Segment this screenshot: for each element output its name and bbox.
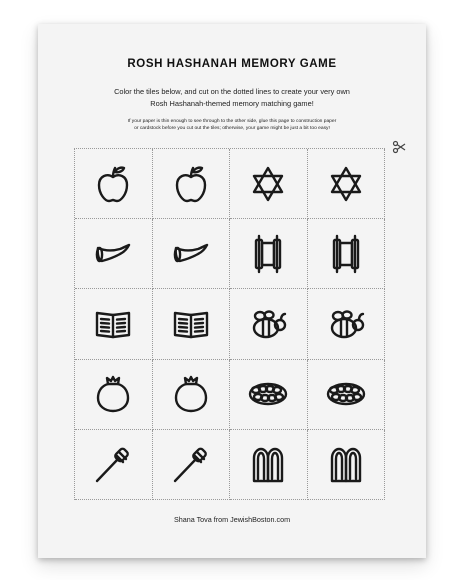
tile[interactable] xyxy=(308,360,386,430)
tile[interactable] xyxy=(230,430,308,500)
honey-dipper-icon xyxy=(171,444,211,484)
tile[interactable] xyxy=(230,289,308,359)
tablets-icon xyxy=(248,444,288,484)
memory-tile-grid xyxy=(74,148,385,500)
tile[interactable] xyxy=(308,289,386,359)
honey-dipper-icon xyxy=(93,444,133,484)
prayer-book-icon xyxy=(171,304,211,344)
tile[interactable] xyxy=(308,219,386,289)
star-of-david-icon xyxy=(326,164,366,204)
worksheet-page xyxy=(38,24,426,558)
shofar-icon xyxy=(93,234,133,274)
pomegranate-icon xyxy=(93,374,133,414)
tile[interactable] xyxy=(308,430,386,500)
challah-icon xyxy=(248,374,288,414)
intro-text xyxy=(78,86,386,110)
footer-credit: Shana Tova from JewishBoston.com xyxy=(173,515,291,524)
tile[interactable] xyxy=(308,149,386,219)
challah-icon xyxy=(326,374,366,414)
page-title: ROSH HASHANAH MEMORY GAME xyxy=(127,58,337,70)
pomegranate-icon xyxy=(171,374,211,414)
intro-line-1: Color the tiles below, and cut on the dotted lines to create your very own xyxy=(114,87,350,96)
tile[interactable] xyxy=(230,219,308,289)
tile[interactable] xyxy=(75,430,153,500)
bee-icon xyxy=(326,304,366,344)
tile[interactable] xyxy=(75,360,153,430)
prayer-book-icon xyxy=(93,304,133,344)
scissors-icon xyxy=(392,140,406,154)
tile[interactable] xyxy=(230,149,308,219)
tablets-icon xyxy=(326,444,366,484)
tile[interactable] xyxy=(153,219,231,289)
shofar-icon xyxy=(171,234,211,274)
apple-icon xyxy=(93,164,133,204)
tile[interactable] xyxy=(75,289,153,359)
tile[interactable] xyxy=(153,149,231,219)
tile[interactable] xyxy=(153,360,231,430)
tile[interactable] xyxy=(153,289,231,359)
note-line-2: or cardstock before you cut out the tiles; otherwise, your game might be just a bit too easy! xyxy=(134,126,330,131)
torah-scroll-icon xyxy=(248,234,288,274)
star-of-david-icon xyxy=(248,164,288,204)
tile[interactable] xyxy=(75,149,153,219)
apple-icon xyxy=(171,164,211,204)
intro-line-2: Rosh Hashanah-themed memory matching game! xyxy=(150,99,314,108)
tile[interactable] xyxy=(153,430,231,500)
note-line-1: If your paper is thin enough to see through to the other side, glue this page to construction paper xyxy=(127,119,337,124)
tile[interactable] xyxy=(230,360,308,430)
tile[interactable] xyxy=(75,219,153,289)
torah-scroll-icon xyxy=(326,234,366,274)
paper-note xyxy=(90,118,374,132)
bee-icon xyxy=(248,304,288,344)
